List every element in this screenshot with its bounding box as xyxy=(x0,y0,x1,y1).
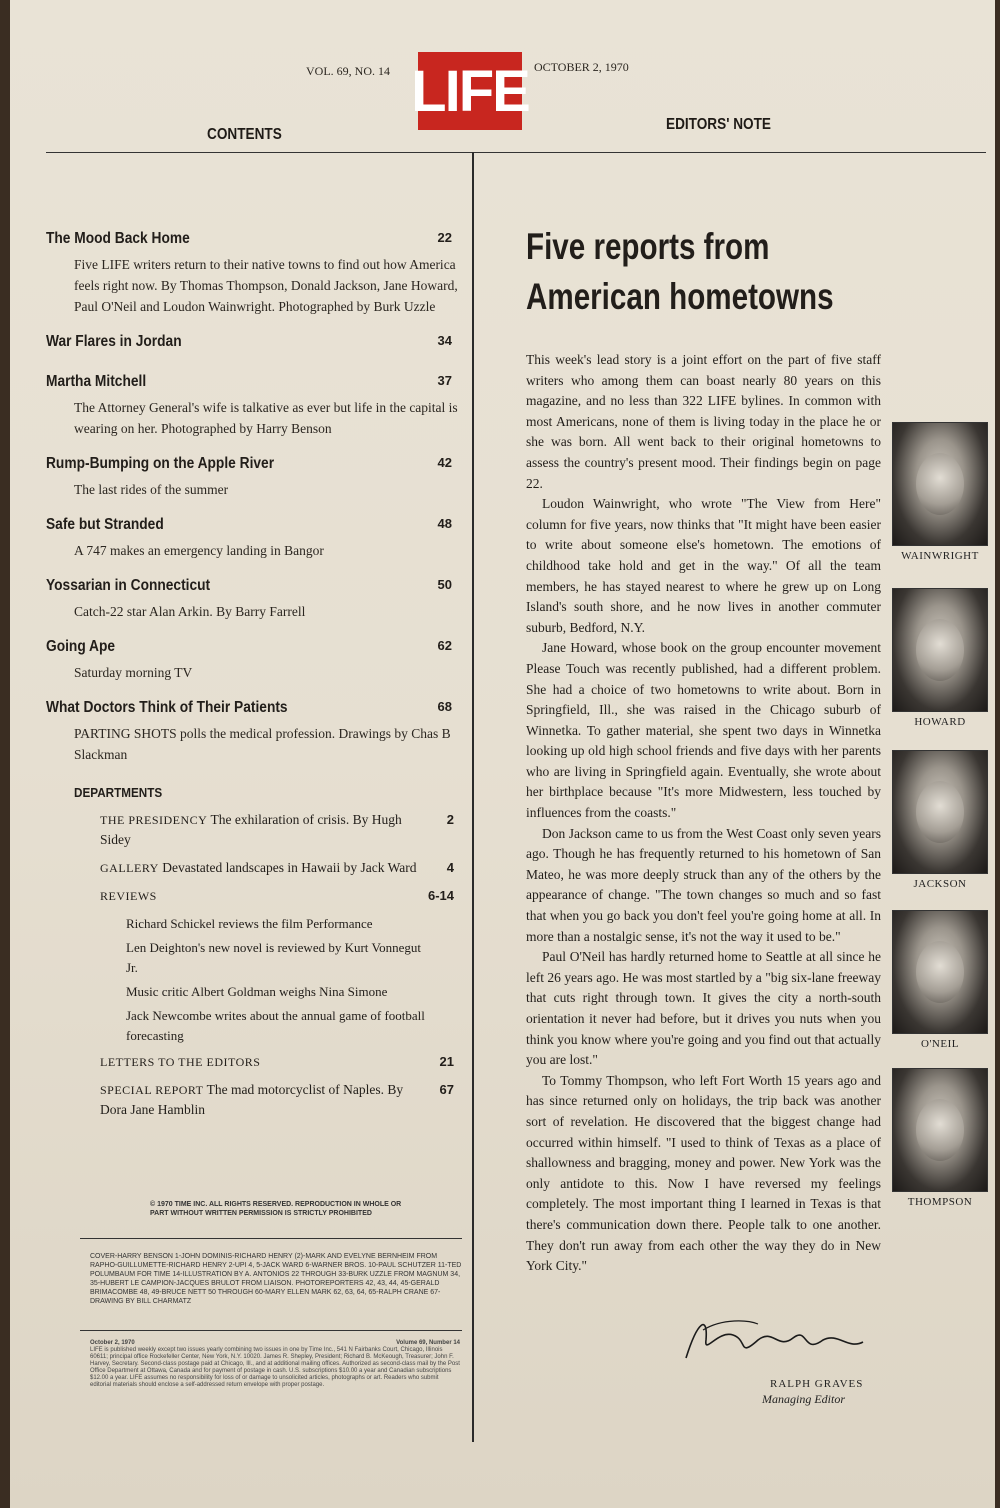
contents-list xyxy=(46,228,464,1128)
issue-date: OCTOBER 2, 1970 xyxy=(534,60,629,74)
article-title: Martha Mitchell xyxy=(46,373,147,390)
editors-note xyxy=(526,222,881,1277)
departments-heading: DEPARTMENTS xyxy=(74,785,163,800)
volume-number: VOL. 69, NO. 14 xyxy=(306,64,390,78)
department-presidency[interactable] xyxy=(100,810,464,850)
portrait-oneil xyxy=(892,910,988,1050)
column-divider xyxy=(472,152,474,1442)
contents-item[interactable] xyxy=(46,697,464,765)
page-number: 62 xyxy=(437,638,452,653)
portrait-photo xyxy=(892,910,988,1034)
department-label: GALLERY xyxy=(100,861,159,875)
divider xyxy=(80,1238,462,1239)
department-text: The exhilaration of crisis. By Hugh Sidey xyxy=(100,812,402,847)
note-paragraph: This week's lead story is a joint effort on the part of five staff writers who among them can boast nearly 80 years on this magazine, and no less than 322 LIFE bylines. In common with most Americans, none of them is living today in the place he or she was born. All went back to their original hometowns to assess the country's present mood. Their findings begin on page 22. xyxy=(526,352,881,491)
life-logo: LIFE xyxy=(418,52,522,130)
portrait-photo xyxy=(892,750,988,874)
contents-item[interactable] xyxy=(46,636,464,683)
department-text: Devastated landscapes in Hawaii by Jack Ward xyxy=(162,860,417,875)
contents-item[interactable] xyxy=(46,575,464,622)
note-paragraph: Paul O'Neil has hardly returned home to Seattle at all since he left 26 years ago. He was most startled by a "big six-lane freeway that cuts right through town. It gives the city a north-south orientation it never had before, but it drives you nuts when you think you know where you're going and you find out that actually you are lost." xyxy=(526,949,881,1068)
photo-credits: COVER-HARRY BENSON 1-JOHN DOMINIS-RICHARD HENRY (2)-MARK AND EVELYNE BERNHEIM FROM RAPHO-GUILLUMETTE-RICHARD HENRY 2-UPI 4, 5-JACK WARD 6-WARNER BROS. 10-PAUL SCHUTZER 11-TED POLUMBAUM FOR TIME 14-ILLUSTRATION BY A. ANTONIOS 22 THROUGH 33-BURK UZZLE FROM MAGNUM 34, 35-HUBERT LE CAMPION-JACQUES BRULOT FROM LIAISON. PHOTOREPORTERS 42, 43, 44, 45-GERALD BRIMACOMBE 48, 49-BRUCE NETT 50 THROUGH 60-MARY ELLEN MARK 62, 63, 64, 65-RALPH CRANE 67-DRAWING BY BILL CHARMATZ xyxy=(90,1253,462,1305)
contents-item[interactable] xyxy=(46,453,464,500)
article-desc: A 747 makes an emergency landing in Bangor xyxy=(74,543,324,558)
page-number: 2 xyxy=(446,812,454,827)
page-number: 48 xyxy=(437,516,452,531)
article-title: What Doctors Think of Their Patients xyxy=(46,699,288,716)
portrait-photo xyxy=(892,422,988,546)
article-desc: The last rides of the summer xyxy=(74,482,229,497)
article-title: Safe but Stranded xyxy=(46,516,164,533)
portrait-caption: THOMPSON xyxy=(907,1196,973,1208)
article-title: Yossarian in Connecticut xyxy=(46,577,211,594)
article-desc: Five LIFE writers return to their native towns to find out how America feels right now. By Thomas Thompson, Donald Jackson, Jane Howard, Paul O'Neil and Loudon Wainwright. Photographed by Burk Uzzle xyxy=(74,257,458,314)
portrait-caption: HOWARD xyxy=(914,716,966,728)
department-label: SPECIAL REPORT xyxy=(100,1083,204,1097)
divider xyxy=(80,1330,462,1331)
face-image xyxy=(916,619,964,681)
article-title: Going Ape xyxy=(46,638,116,655)
note-paragraph: Loudon Wainwright, who wrote "The View from Here" column for five years, now thinks that "It might have been easier to write about someone else's hometown. The emotions of childhood take hold and get in the way." Of all the team members, he has stayed nearest to where he grew up on Long Island's south shore, and he now lives in another commuter suburb, Bedford, N.Y. xyxy=(526,496,881,635)
department-label: THE PRESIDENCY xyxy=(100,813,208,827)
review-item: Len Deighton's new novel is reviewed by Kurt Vonnegut Jr. xyxy=(126,940,422,975)
face-image xyxy=(916,941,964,1003)
page-number: 67 xyxy=(439,1082,454,1097)
note-paragraph: Don Jackson came to us from the West Coast only seven years ago. Though he has frequently returned to his hometown of San Mateo, he was more deeply struck than any of the others by the appearance of change. "The town changes so much and so fast that when you go back you don't feel you're going home at all. In more than a nostalgic sense, it's not the way it used to be." xyxy=(526,825,881,944)
department-special-report[interactable] xyxy=(100,1080,464,1120)
portrait-howard xyxy=(892,588,988,728)
page-number: 34 xyxy=(437,333,452,348)
contents-item[interactable] xyxy=(46,228,464,317)
note-paragraph: Jane Howard, whose book on the group encounter movement Please Touch was recently published, had a different problem. She had a choice of two hometowns to write about. Born in Springfield, Ill., she was raised in the Chicago suburb of Winnetka. To gather material, she spent two days in Winnetka looking up old high school friends and five days with her parents who are living in Springfield again. Eventually, she wrote about her birthplace because "It's more Midwestern, less touched by influences from the coasts." xyxy=(526,640,881,821)
article-desc: The Attorney General's wife is talkative as ever but life in the capital is wearing on her. Photographed by Harry Benson xyxy=(74,400,458,436)
magazine-page xyxy=(10,0,995,1508)
page-number: 22 xyxy=(437,230,452,245)
face-image xyxy=(916,453,964,515)
contents-item[interactable] xyxy=(46,514,464,561)
signature-name: RALPH GRAVES xyxy=(770,1378,864,1390)
department-label: REVIEWS xyxy=(100,889,157,903)
page-number: 21 xyxy=(439,1054,454,1069)
editors-note-headline: Five reports from American hometowns xyxy=(526,226,834,317)
portrait-caption: O'NEIL xyxy=(921,1038,959,1050)
portrait-wainwright xyxy=(892,422,988,562)
portrait-caption: JACKSON xyxy=(913,878,967,890)
page-number: 68 xyxy=(437,699,452,714)
department-letters[interactable] xyxy=(100,1052,464,1072)
review-item: Jack Newcombe writes about the annual game of football forecasting xyxy=(126,1008,425,1043)
article-title: The Mood Back Home xyxy=(46,230,190,247)
portrait-caption: WAINWRIGHT xyxy=(901,550,979,562)
note-paragraph: To Tommy Thompson, who left Fort Worth 15 years ago and has since returned only on holidays, the trip back was another sort of revelation. He discovered that the biggest change had occurred within himself. "I used to think of Texas as a place of shallowness and bragging, money and power. New York was the only antidote to this. Now I have reversed my feelings completely. The most important thing I learned in Texas is that there's communication down there. People talk to one another. They don't run away from each other the way they do in New York City." xyxy=(526,1072,881,1274)
contents-item[interactable] xyxy=(46,331,464,353)
portrait-photo xyxy=(892,1068,988,1192)
signature-title: Managing Editor xyxy=(762,1392,845,1406)
article-desc: Saturday morning TV xyxy=(74,665,193,680)
face-image xyxy=(916,1099,964,1161)
review-item: Music critic Albert Goldman weighs Nina Simone xyxy=(126,984,388,999)
editor-signature xyxy=(678,1310,868,1368)
article-title: Rump-Bumping on the Apple River xyxy=(46,455,275,472)
department-reviews[interactable] xyxy=(100,886,464,906)
article-desc: PARTING SHOTS polls the medical profession. Drawings by Chas B Slackman xyxy=(74,726,451,762)
contents-header: CONTENTS xyxy=(207,126,282,143)
publication-fineprint xyxy=(90,1340,460,1389)
copyright-notice: © 1970 TIME INC. ALL RIGHTS RESERVED. REPRODUCTION IN WHOLE OR PART WITHOUT WRITTEN PERMISSION IS STRICTLY PROHIBITED xyxy=(150,1201,402,1217)
editors-note-header: EDITORS' NOTE xyxy=(666,116,772,133)
face-image xyxy=(916,781,964,843)
page-number: 50 xyxy=(437,577,452,592)
header-rule xyxy=(46,152,986,153)
portrait-thompson xyxy=(892,1068,988,1208)
department-label: LETTERS TO THE EDITORS xyxy=(100,1055,261,1069)
page-number: 6-14 xyxy=(427,888,454,903)
page-number: 4 xyxy=(446,860,454,875)
article-title: War Flares in Jordan xyxy=(46,333,182,350)
page-number: 37 xyxy=(437,373,452,388)
portrait-photo xyxy=(892,588,988,712)
article-desc: Catch-22 star Alan Arkin. By Barry Farrell xyxy=(74,604,306,619)
contents-item[interactable] xyxy=(46,371,464,439)
department-text: The mad motorcyclist of Naples. By Dora Jane Hamblin xyxy=(100,1082,404,1117)
fineprint-date: October 2, 1970 xyxy=(90,1340,135,1346)
fineprint-text: LIFE is published weekly except two issues yearly combining two issues in one by Time Inc., 541 N Fairbanks Court, Chicago, Illinois 60611; principal office Rockefeller Center, New York, N.Y. 10020. James R. Shepley, President; Richard B. McKeough, Treasurer; John F. Harvey, Secretary. Second-class postage paid at Chicago, Ill., and at additional mailing offices. Authorized as second-class mail by the Post Office Department at Ottawa, Canada and for payment of postage in cash. U.S. subscriptions $10.00 a year and Canadian subscriptions $12.00 a year. LIFE assumes no responsibility for loss of or damage to unsolicited articles, photographs or art. Readers who submit editorial materials should enclose a self-addressed return envelope with proper postage. xyxy=(90,1347,460,1388)
portrait-jackson xyxy=(892,750,988,890)
review-item: Richard Schickel reviews the film Performance xyxy=(126,916,373,931)
page-number: 42 xyxy=(437,455,452,470)
fineprint-volume: Volume 69, Number 14 xyxy=(396,1340,460,1346)
department-gallery[interactable] xyxy=(100,858,464,878)
